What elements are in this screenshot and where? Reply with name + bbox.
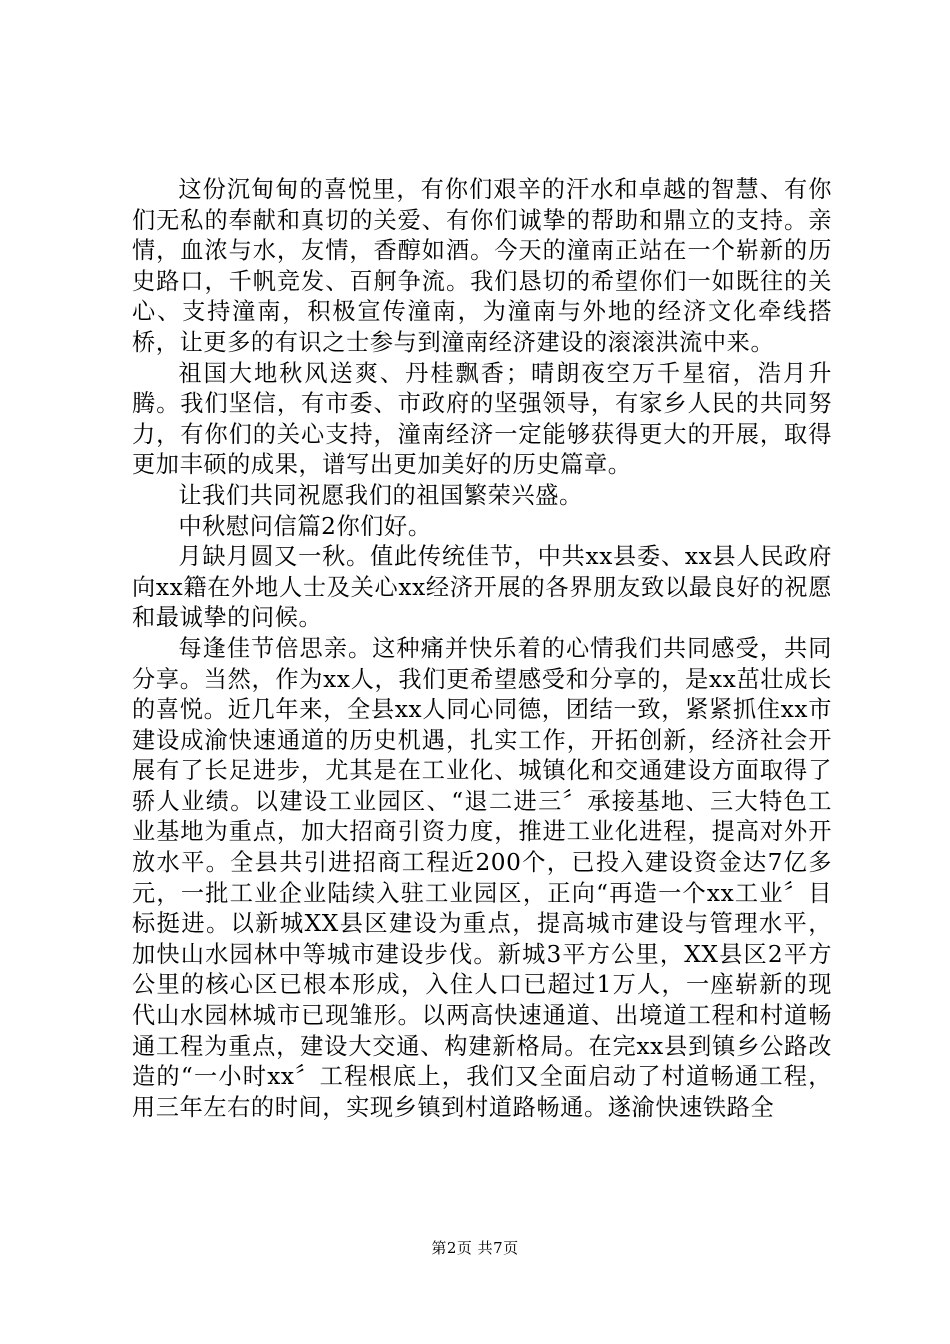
paragraph-2: 祖国大地秋风送爽、丹桂飘香；晴朗夜空万千星宿，浩月升腾。我们坚信，有市委、市政府的坚强领导，有家乡人民的共同努力，有你们的关心支持，潼南经济一定能够获得更大的开展，取得更加丰硕的成果，谱写出更加美好的历史篇章。 <box>132 359 832 479</box>
body-text <box>132 175 832 1123</box>
paragraph-5: 月缺月圆又一秋。值此传统佳节，中共xx县委、xx县人民政府向xx籍在外地人士及关心xx经济开展的各界朋友致以最良好的祝愿和最诚挚的问候。 <box>132 543 832 632</box>
page-number-footer: 第2页 共7页 <box>431 1239 519 1257</box>
paragraph-6: 每逢佳节倍思亲。这种痛并快乐着的心情我们共同感受，共同分享。当然，作为xx人，我们更希望感受和分享的，是xx茁壮成长的喜悦。近几年来，全县xx人同心同德，团结一致，紧紧抓住xx市建设成渝快速通道的历史机遇，扎实工作，开拓创新，经济社会开展有了长足进步，尤其是在工业化、城镇化和交通建设方面取得了骄人业绩。以建设工业园区、“退二进三〞承接基地、三大特色工业基地为重点，加大招商引资力度，推进工业化进程，提高对外开放水平。全县共引进招商工程近200个，已投入建设资金达7亿多元，一批工业企业陆续入驻工业园区，正向“再造一个xx工业〞目标挺进。以新城XX县区建设为重点，提高城市建设与管理水平，加快山水园林中等城市建设步伐。新城3平方公里，XX县区2平方公里的核心区已根本形成，入住人口已超过1万人，一座崭新的现代山水园林城市已现雏形。以两高快速通道、出境道工程和村道畅通工程为重点，建设大交通、构建新格局。在完xx县到镇乡公路改造的“一小时xx〞工程根底上，我们又全面启动了村道畅通工程，用三年左右的时间，实现乡镇到村道路畅通。遂渝快速铁路全 <box>132 634 832 1121</box>
paragraph-4-heading: 中秋慰问信篇2你们好。 <box>178 512 432 540</box>
paragraph-1: 这份沉甸甸的喜悦里，有你们艰辛的汗水和卓越的智慧、有你们无私的奉献和真切的关爱、有你们诚挚的帮助和鼎立的支持。亲情，血浓与水，友情，香醇如酒。今天的潼南正站在一个崭新的历史路口，千帆竞发、百舸争流。我们恳切的希望你们一如既往的关心、支持潼南，积极宣传潼南，为潼南与外地的经济文化牵线搭桥，让更多的有识之士参与到潼南经济建设的滚滚洪流中来。 <box>132 176 832 356</box>
paragraph-3: 让我们共同祝愿我们的祖国繁荣兴盛。 <box>178 481 583 509</box>
